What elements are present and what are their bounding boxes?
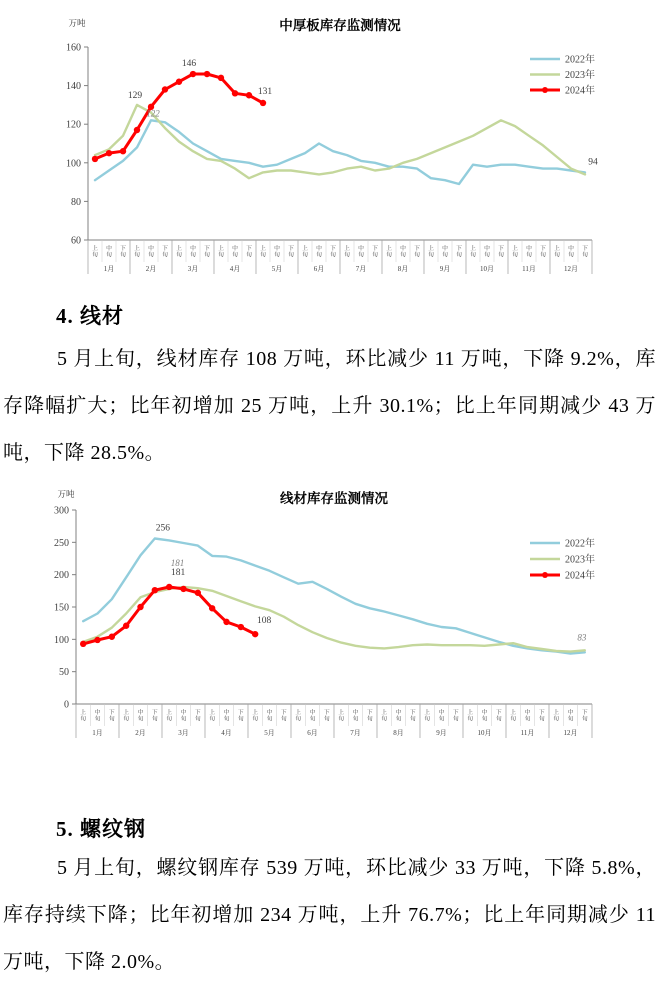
x-axis-period-label: 下旬 xyxy=(581,710,588,723)
legend-label: 2023年 xyxy=(565,554,595,566)
x-axis-period-label: 中旬 xyxy=(524,710,531,723)
x-axis-month-label: 12月 xyxy=(563,729,578,737)
x-axis-period-label: 上旬 xyxy=(260,246,266,259)
x-axis-period-label: 上旬 xyxy=(295,710,302,723)
x-axis-period-label: 上旬 xyxy=(381,710,388,723)
series-point-marker xyxy=(106,150,112,156)
x-axis-period-label: 上旬 xyxy=(252,710,259,723)
legend-marker xyxy=(542,572,548,578)
x-axis-period-label: 上旬 xyxy=(166,710,173,723)
legend-marker xyxy=(542,87,548,93)
chart-svg xyxy=(0,483,660,765)
x-axis-period-label: 下旬 xyxy=(151,710,158,723)
series-point-marker xyxy=(223,619,229,625)
x-axis-period-label: 上旬 xyxy=(123,710,130,723)
legend xyxy=(530,53,595,97)
x-axis-month-label: 11月 xyxy=(520,729,535,737)
series-point-marker xyxy=(166,584,172,590)
data-label: 122 xyxy=(146,108,160,119)
series-point-marker xyxy=(180,586,186,592)
y-axis-unit-label: 万吨 xyxy=(68,18,86,28)
series-point-marker xyxy=(246,92,252,98)
x-axis-month-label: 6月 xyxy=(313,265,325,273)
legend-label: 2023年 xyxy=(565,70,595,81)
legend-label: 2022年 xyxy=(565,54,595,66)
data-label: 256 xyxy=(155,523,170,534)
x-axis-month-label: 12月 xyxy=(564,265,578,273)
x-axis-period-label: 下旬 xyxy=(204,246,210,259)
series-point-marker xyxy=(190,71,196,77)
data-label: 181 xyxy=(171,567,186,578)
x-axis-period-label: 下旬 xyxy=(108,710,115,723)
data-label: 129 xyxy=(127,90,143,101)
y-axis-tick-label: 80 xyxy=(71,196,81,208)
series-point-marker xyxy=(137,604,143,610)
legend-label: 2024年 xyxy=(565,85,595,97)
x-axis-period-label: 中旬 xyxy=(106,246,112,259)
x-axis-period-label: 中旬 xyxy=(358,246,364,259)
x-axis-month-label: 6月 xyxy=(307,729,318,737)
x-axis-period-label: 上旬 xyxy=(467,710,474,723)
y-axis-tick-label: 200 xyxy=(54,570,69,582)
x-axis-period-label: 上旬 xyxy=(424,710,431,723)
x-axis-month-label: 11月 xyxy=(522,265,536,273)
series-point-marker xyxy=(120,148,126,154)
y-axis-tick-label: 100 xyxy=(54,634,69,646)
x-axis-period-label: 上旬 xyxy=(92,246,98,259)
x-axis-period-label: 下旬 xyxy=(330,246,336,259)
section-4-paragraph: 5 月上旬，线材库存 108 万吨，环比减少 11 万吨，下降 9.2%，库存降幅扩大；比年初增加 25 万吨，上升 30.1%；比上年同期减少 43 万吨，下降 28.5%。 xyxy=(3,348,656,464)
series-point-marker xyxy=(232,90,238,96)
y-axis-tick-label: 140 xyxy=(66,81,81,93)
data-label: 181 xyxy=(170,557,185,568)
x-axis-period-label: 中旬 xyxy=(232,246,238,259)
series-point-marker xyxy=(152,587,158,593)
x-axis-month-label: 7月 xyxy=(350,729,361,737)
data-label: 83 xyxy=(577,632,587,643)
x-axis-period-label: 下旬 xyxy=(452,710,459,723)
x-axis-period-label: 上旬 xyxy=(470,246,476,259)
x-axis-period-label: 下旬 xyxy=(495,710,502,723)
data-label: 108 xyxy=(257,616,272,627)
x-axis-period-label: 上旬 xyxy=(218,246,224,259)
data-label: 146 xyxy=(181,59,197,70)
x-axis-period-label: 下旬 xyxy=(409,710,416,723)
x-axis-period-label: 上旬 xyxy=(386,246,392,259)
plate-inventory-chart xyxy=(0,6,660,303)
series-point-marker xyxy=(195,590,201,596)
x-axis-period-label: 上旬 xyxy=(344,246,350,259)
x-axis-month-label: 5月 xyxy=(264,729,275,737)
x-axis-period-label: 中旬 xyxy=(223,710,230,723)
x-axis-month-label: 2月 xyxy=(145,265,157,273)
x-axis-month-label: 4月 xyxy=(221,729,232,737)
series-point-marker xyxy=(204,71,210,77)
x-axis-period-label: 下旬 xyxy=(366,710,373,723)
x-axis-period-label: 中旬 xyxy=(395,710,402,723)
x-axis-period-label: 中旬 xyxy=(274,246,280,259)
series-point-marker xyxy=(80,641,86,647)
x-axis-period-label: 中旬 xyxy=(352,710,359,723)
series-point-marker xyxy=(238,624,244,630)
x-axis-period-label: 下旬 xyxy=(538,710,545,723)
legend-label: 2022年 xyxy=(565,538,595,550)
legend-label: 2024年 xyxy=(565,570,595,582)
x-axis-period-label: 中旬 xyxy=(94,710,101,723)
series-point-marker xyxy=(252,631,258,637)
y-axis-tick-label: 100 xyxy=(66,158,81,170)
x-axis-month-label: 8月 xyxy=(397,265,409,273)
x-axis-month-label: 5月 xyxy=(271,265,283,273)
x-axis-period-label: 下旬 xyxy=(194,710,201,723)
x-axis-period-label: 下旬 xyxy=(372,246,378,259)
x-axis-period-label: 下旬 xyxy=(237,710,244,723)
data-label: 131 xyxy=(257,86,273,97)
y-axis-tick-label: 120 xyxy=(66,119,81,131)
x-axis-period-label: 中旬 xyxy=(442,246,448,259)
x-axis-period-label: 中旬 xyxy=(148,246,154,259)
chart-title: 中厚板库存监测情况 xyxy=(279,18,401,33)
series-point-marker xyxy=(260,100,266,106)
x-axis-period-label: 中旬 xyxy=(481,710,488,723)
section-5-paragraph: 5 月上旬，螺纹钢库存 539 万吨，环比减少 33 万吨，下降 5.8%，库存持续下降；比年初增加 234 万吨，上升 76.7%；比上年同期减少 11 万吨，下降 2.0%。 xyxy=(3,857,656,973)
series-point-marker xyxy=(176,79,182,85)
x-axis-month-label: 2月 xyxy=(135,729,146,737)
wire-rod-inventory-chart xyxy=(0,483,660,770)
section-4-heading: 4. 线材 xyxy=(56,304,124,328)
series-line-2024年 xyxy=(95,74,263,159)
x-axis-month-label: 9月 xyxy=(436,729,447,737)
series-point-marker xyxy=(209,605,215,611)
x-axis-month-label: 3月 xyxy=(178,729,189,737)
x-axis-period-label: 下旬 xyxy=(540,246,546,259)
chart-svg xyxy=(0,6,660,298)
x-axis-period-label: 上旬 xyxy=(134,246,140,259)
x-axis-period-label: 下旬 xyxy=(288,246,294,259)
y-axis-tick-label: 50 xyxy=(59,667,69,679)
series-point-marker xyxy=(109,634,115,640)
y-axis-tick-label: 150 xyxy=(54,602,69,614)
legend xyxy=(530,537,595,582)
series-point-marker xyxy=(162,86,168,92)
x-axis-period-label: 下旬 xyxy=(414,246,420,259)
x-axis-month-label: 10月 xyxy=(480,265,494,273)
x-axis-month-label: 7月 xyxy=(355,265,367,273)
y-axis-tick-label: 300 xyxy=(54,505,69,517)
x-axis-month-label: 10月 xyxy=(477,729,492,737)
x-axis-period-label: 中旬 xyxy=(137,710,144,723)
x-axis-period-label: 中旬 xyxy=(190,246,196,259)
series-line-2022年 xyxy=(83,539,585,654)
x-axis-period-label: 中旬 xyxy=(567,710,574,723)
x-axis-period-label: 上旬 xyxy=(176,246,182,259)
x-axis-period-label: 下旬 xyxy=(498,246,504,259)
series-point-marker xyxy=(123,623,129,629)
x-axis-period-label: 上旬 xyxy=(554,246,560,259)
x-axis-period-label: 上旬 xyxy=(428,246,434,259)
x-axis-period-label: 中旬 xyxy=(438,710,445,723)
y-axis-tick-label: 250 xyxy=(54,537,69,549)
x-axis-period-label: 上旬 xyxy=(512,246,518,259)
x-axis-month-label: 1月 xyxy=(103,265,115,273)
x-axis-period-label: 中旬 xyxy=(309,710,316,723)
x-axis-period-label: 中旬 xyxy=(568,246,574,259)
series-point-marker xyxy=(94,637,100,643)
x-axis-period-label: 下旬 xyxy=(323,710,330,723)
x-axis-month-label: 4月 xyxy=(229,265,241,273)
series-point-marker xyxy=(92,156,98,162)
x-axis-period-label: 下旬 xyxy=(246,246,252,259)
chart-title: 线材库存监测情况 xyxy=(280,491,388,506)
x-axis-period-label: 上旬 xyxy=(302,246,308,259)
x-axis-period-label: 上旬 xyxy=(338,710,345,723)
series-point-marker xyxy=(134,127,140,133)
data-label: 94 xyxy=(588,157,598,168)
x-axis-month-label: 9月 xyxy=(439,265,451,273)
x-axis-period-label: 中旬 xyxy=(266,710,273,723)
y-axis-tick-label: 60 xyxy=(71,235,81,247)
x-axis-period-label: 下旬 xyxy=(582,246,588,259)
x-axis-month-label: 3月 xyxy=(187,265,199,273)
x-axis-period-label: 上旬 xyxy=(80,710,87,723)
x-axis-period-label: 上旬 xyxy=(209,710,216,723)
x-axis-period-label: 下旬 xyxy=(456,246,462,259)
x-axis-period-label: 中旬 xyxy=(484,246,490,259)
y-axis-tick-label: 160 xyxy=(66,42,81,54)
x-axis-period-label: 下旬 xyxy=(120,246,126,259)
x-axis-period-label: 上旬 xyxy=(553,710,560,723)
x-axis-month-label: 8月 xyxy=(393,729,404,737)
series-point-marker xyxy=(218,75,224,81)
x-axis-period-label: 中旬 xyxy=(316,246,322,259)
series-line-2023年 xyxy=(83,587,585,652)
x-axis-period-label: 下旬 xyxy=(280,710,287,723)
x-axis-period-label: 下旬 xyxy=(162,246,168,259)
series-line-2023年 xyxy=(95,105,585,178)
x-axis-period-label: 上旬 xyxy=(510,710,517,723)
section-5-heading: 5. 螺纹钢 xyxy=(56,817,146,841)
x-axis-month-label: 1月 xyxy=(92,729,103,737)
y-axis-unit-label: 万吨 xyxy=(57,489,75,499)
y-axis-tick-label: 0 xyxy=(64,699,69,711)
x-axis-period-label: 中旬 xyxy=(526,246,532,259)
x-axis-period-label: 中旬 xyxy=(400,246,406,259)
x-axis-period-label: 中旬 xyxy=(180,710,187,723)
